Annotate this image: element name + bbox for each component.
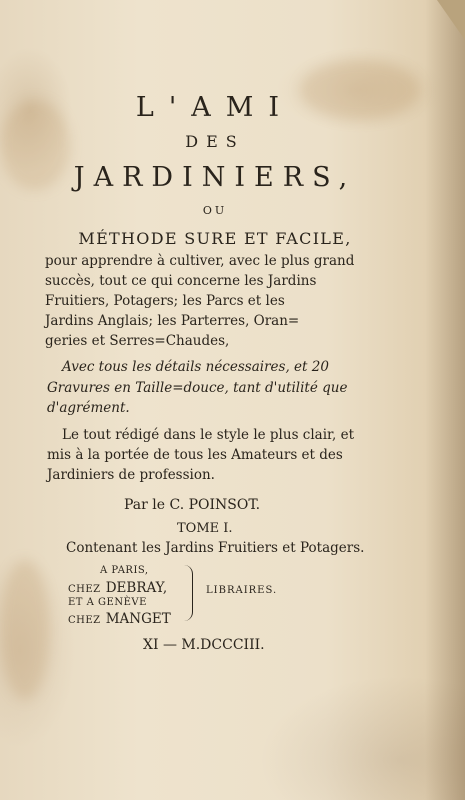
- title-line-2: DES: [185, 132, 245, 151]
- details-line: Gravures en Taille=douce, tant d'utilité que: [47, 380, 348, 396]
- details-line: Avec tous les détails nécessaires, et 20: [62, 359, 329, 375]
- imprint-name: MANGET: [105, 611, 171, 627]
- tome-line: TOME I.: [177, 521, 233, 536]
- style-note-line: Le tout rédigé dans le style le plus clair, et: [62, 427, 354, 443]
- imprint-city-geneve: ET A GENÈVE: [68, 597, 147, 608]
- imprint-chez: CHEZ: [68, 615, 101, 626]
- subtitle: MÉTHODE SURE ET FACILE,: [78, 229, 352, 248]
- description-line: Fruitiers, Potagers; les Parcs et les: [45, 293, 285, 309]
- contents-line: Contenant les Jardins Fruitiers et Potagers.: [66, 540, 365, 556]
- imprint-city-paris: A PARIS,: [100, 565, 149, 576]
- description-line: succès, tout ce qui concerne les Jardins: [45, 273, 317, 289]
- style-note-line: mis à la portée de tous les Amateurs et des: [47, 447, 343, 463]
- imprint-bracket: [184, 565, 193, 621]
- date-line: XI — M.DCCCIII.: [143, 637, 265, 653]
- foxing-stain: [0, 560, 50, 700]
- imprint-chez: CHEZ: [68, 584, 101, 595]
- imprint-publisher-debray: [68, 577, 167, 596]
- description-line: geries et Serres=Chaudes,: [45, 333, 230, 349]
- style-note-line: Jardiniers de profession.: [47, 467, 215, 483]
- details-line: d'agrément.: [47, 400, 130, 416]
- imprint-name: DEBRAY,: [105, 580, 168, 596]
- imprint-publisher-manget: [68, 608, 171, 627]
- title-line-3: JARDINIERS,: [73, 162, 357, 193]
- description-line: Jardins Anglais; les Parterres, Oran=: [45, 313, 300, 329]
- description-line: pour apprendre à cultiver, avec le plus grand: [45, 253, 355, 269]
- page-edge-shadow: [425, 0, 465, 800]
- title-connector: OU: [202, 204, 228, 217]
- title-line-1: L'AMI: [135, 92, 295, 123]
- imprint-role: LIBRAIRES.: [206, 585, 278, 596]
- author-line: Par le C. POINSOT.: [124, 497, 261, 513]
